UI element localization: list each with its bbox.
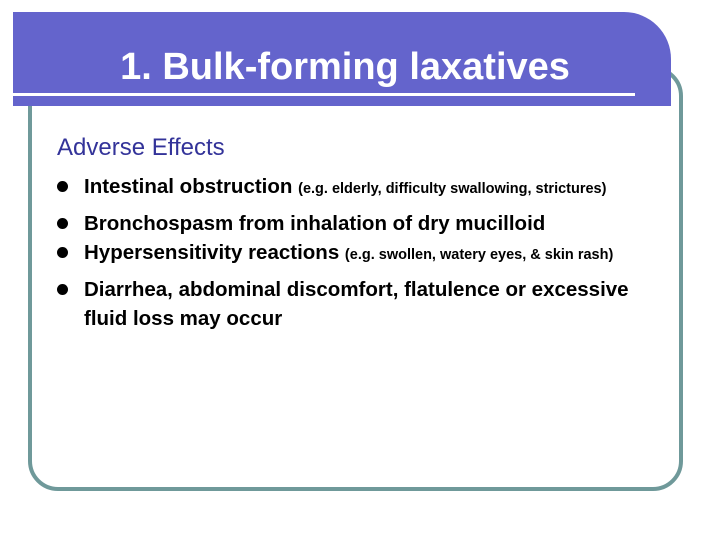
bullet-item xyxy=(57,275,677,333)
bullet-main-text: Intestinal obstruction xyxy=(84,175,299,198)
section-heading: Adverse Effects xyxy=(57,134,225,161)
slide-title: 1. Bulk-forming laxatives xyxy=(120,46,570,88)
bullet-detail-text: (e.g. swollen, watery eyes, & skin rash) xyxy=(344,247,614,263)
bullet-item xyxy=(57,238,677,270)
bullet-dot-icon xyxy=(57,218,68,229)
title-banner xyxy=(13,12,671,106)
bullet-item xyxy=(57,209,677,238)
bullet-detail-text: (e.g. elderly, difficulty swallowing, strictures) xyxy=(298,181,607,197)
bullet-main-text: Hypersensitivity reactions xyxy=(84,241,345,264)
bullet-dot-icon xyxy=(57,247,68,258)
bullet-list xyxy=(57,172,677,333)
banner-divider xyxy=(13,93,635,96)
bullet-item xyxy=(57,172,677,204)
bullet-main-text: Bronchospasm from inhalation of dry mucilloid xyxy=(84,212,546,235)
bullet-dot-icon xyxy=(57,284,68,295)
bullet-dot-icon xyxy=(57,181,68,192)
bullet-main-text: Diarrhea, abdominal discomfort, flatulence or excessive fluid loss may occur xyxy=(84,278,629,330)
